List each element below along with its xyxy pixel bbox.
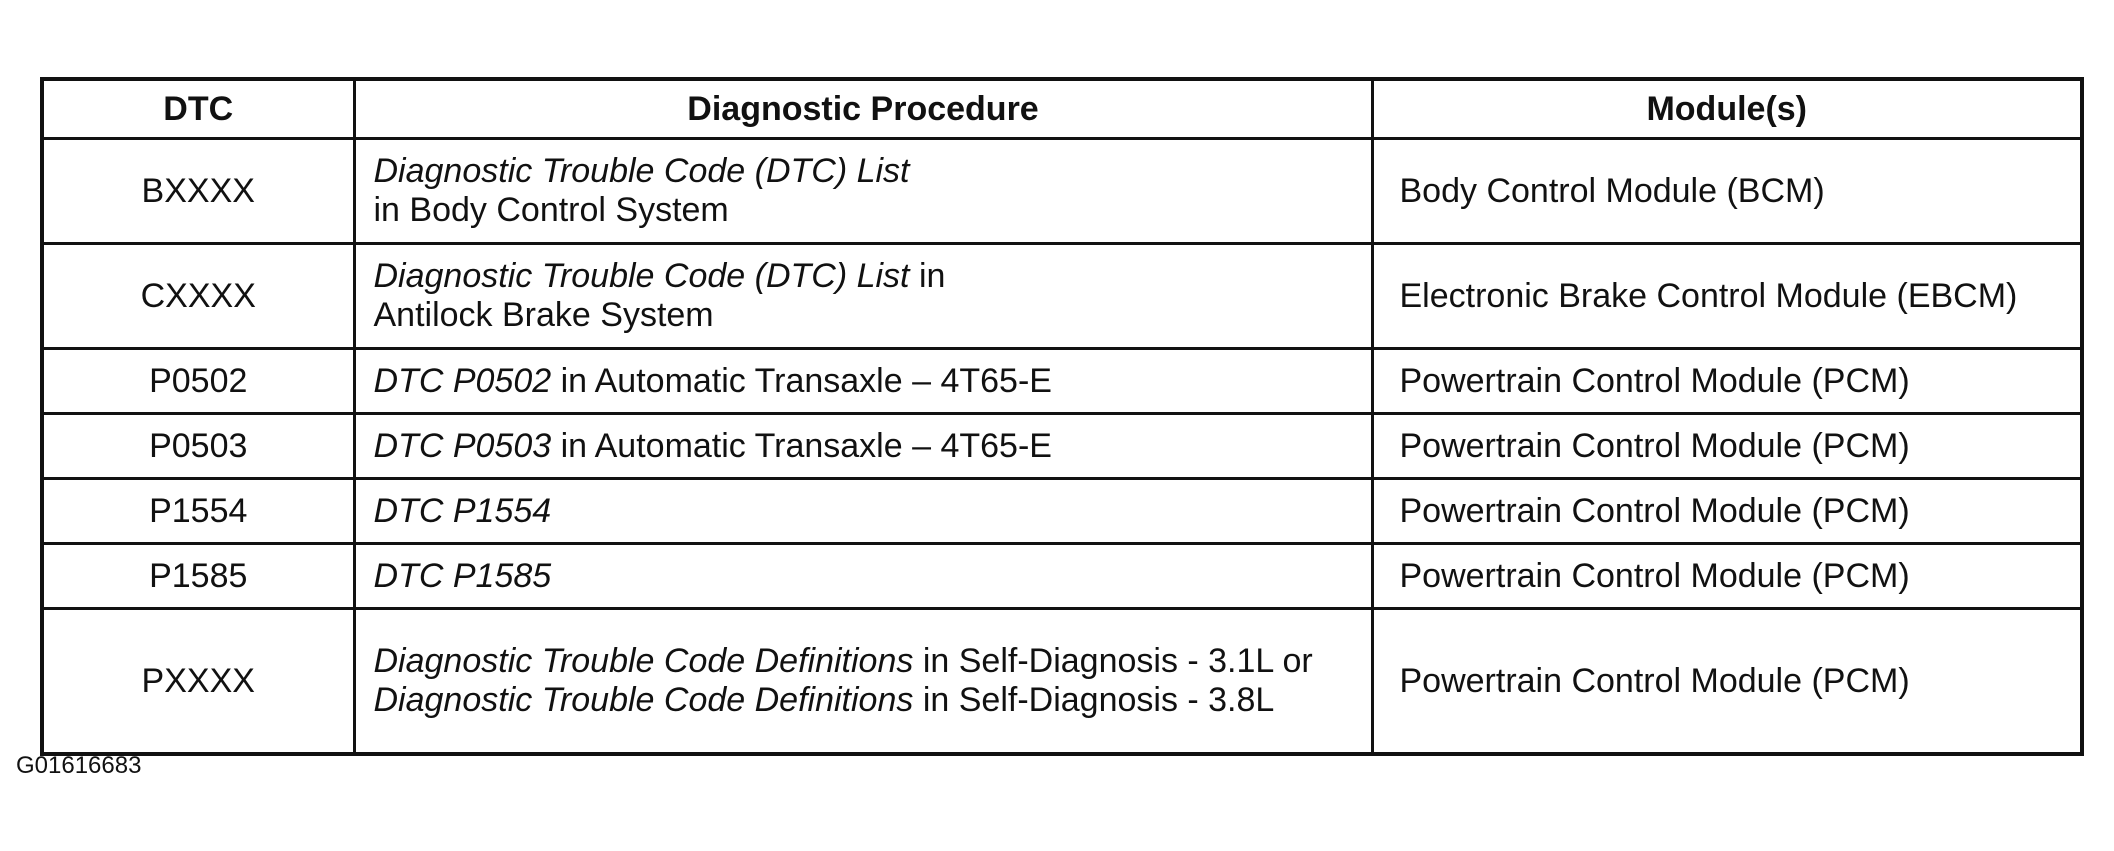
dtc-code: P1585 xyxy=(42,544,354,609)
procedure-link-text: DTC P0502 xyxy=(373,361,552,400)
procedure-context: in Self-Diagnosis - 3.1L or xyxy=(913,642,1313,680)
procedure-link-text: DTC P0503 xyxy=(373,426,552,465)
dtc-code: P1554 xyxy=(42,479,354,544)
procedure-link-text: Diagnostic Trouble Code Definitions xyxy=(373,681,914,719)
diagnostic-procedure xyxy=(354,479,1372,544)
procedure-context: in Body Control System xyxy=(373,191,729,229)
procedure-context: in Self-Diagnosis - 3.8L xyxy=(913,681,1275,719)
dtc-code: BXXXX xyxy=(42,139,354,244)
module-name: Powertrain Control Module (PCM) xyxy=(1372,544,2082,609)
table-row xyxy=(42,479,2082,544)
procedure-link-text: Diagnostic Trouble Code Definitions xyxy=(373,642,914,680)
module-name: Body Control Module (BCM) xyxy=(1372,139,2082,244)
diagnostic-procedure xyxy=(354,244,1372,349)
figure-id: G01616683 xyxy=(16,752,142,779)
table-row xyxy=(42,544,2082,609)
table-row xyxy=(42,349,2082,414)
table-row xyxy=(42,414,2082,479)
procedure-link-text: Diagnostic Trouble Code (DTC) List xyxy=(373,152,910,190)
table-row xyxy=(42,244,2082,349)
dtc-table xyxy=(40,77,2084,756)
procedure-context: in Antilock Brake System xyxy=(373,257,946,334)
module-name: Powertrain Control Module (PCM) xyxy=(1372,414,2082,479)
module-name: Powertrain Control Module (PCM) xyxy=(1372,609,2082,755)
table-row xyxy=(42,609,2082,755)
dtc-code: CXXXX xyxy=(42,244,354,349)
procedure-link-text: DTC P1554 xyxy=(373,491,552,530)
module-name: Powertrain Control Module (PCM) xyxy=(1372,349,2082,414)
procedure-context: in Automatic Transaxle – 4T65-E xyxy=(551,426,1052,465)
module-name: Electronic Brake Control Module (EBCM) xyxy=(1372,244,2082,349)
diagnostic-procedure xyxy=(354,349,1372,414)
diagnostic-procedure xyxy=(354,544,1372,609)
header-diagnostic-procedure: Diagnostic Procedure xyxy=(354,79,1372,139)
dtc-code: P0503 xyxy=(42,414,354,479)
procedure-context: in Automatic Transaxle – 4T65-E xyxy=(551,361,1052,400)
table-row xyxy=(42,139,2082,244)
diagnostic-procedure xyxy=(354,609,1372,755)
header-modules: Module(s) xyxy=(1372,79,2082,139)
table-header-row xyxy=(42,79,2082,139)
header-dtc: DTC xyxy=(42,79,354,139)
procedure-link-text: Diagnostic Trouble Code (DTC) List xyxy=(373,257,910,295)
diagnostic-procedure xyxy=(354,139,1372,244)
procedure-link-text: DTC P1585 xyxy=(373,556,552,595)
dtc-code: P0502 xyxy=(42,349,354,414)
dtc-code: PXXXX xyxy=(42,609,354,755)
diagnostic-procedure xyxy=(354,414,1372,479)
module-name: Powertrain Control Module (PCM) xyxy=(1372,479,2082,544)
